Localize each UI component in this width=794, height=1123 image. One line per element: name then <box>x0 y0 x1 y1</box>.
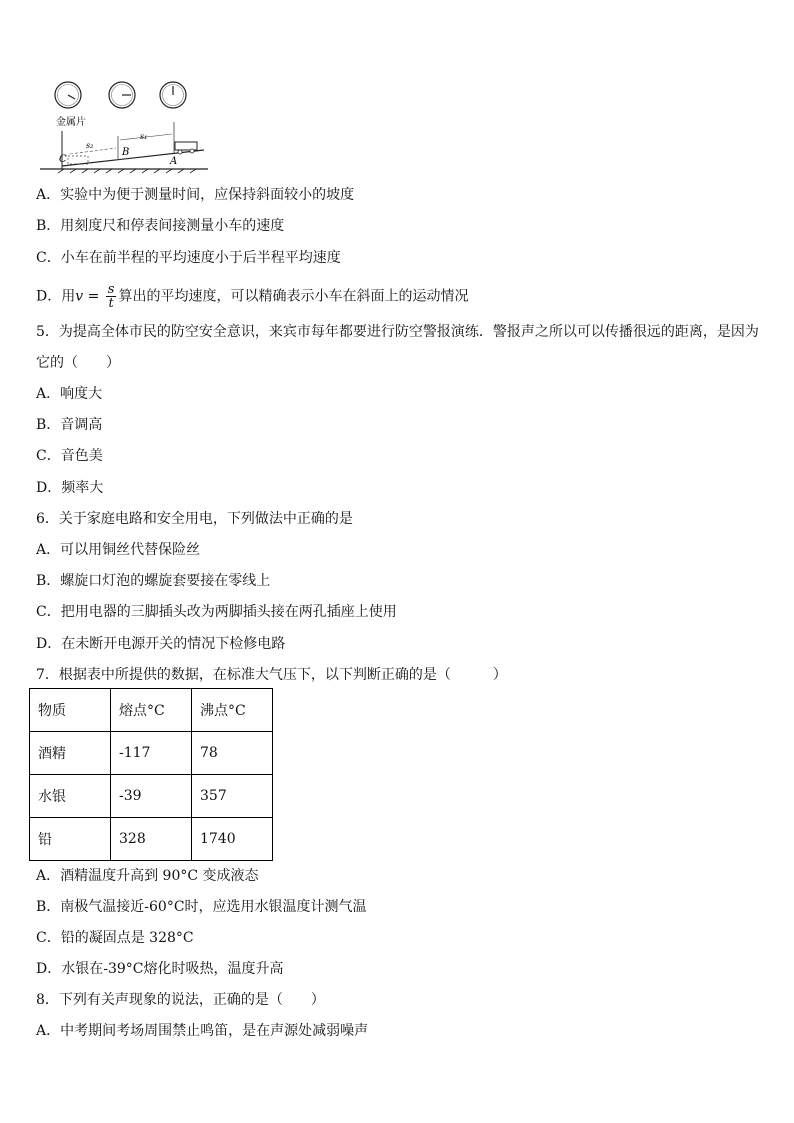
stopwatch-icon <box>160 82 186 108</box>
table-cell: 1740 <box>192 818 273 861</box>
table-header-cell: 熔点°C <box>111 689 192 732</box>
q4-option-d-suffix: 算出的平均速度，可以精确表示小车在斜面上的运动情况 <box>118 288 469 305</box>
q6-option-b: B．螺旋口灯泡的螺旋套要接在零线上 <box>36 573 271 589</box>
q5-option-b: B．音调高 <box>36 417 103 433</box>
table-row <box>30 775 273 818</box>
table-cell: 水银 <box>30 775 111 818</box>
fraction-denominator: t <box>108 296 114 311</box>
table-cell: 328 <box>111 818 192 861</box>
q4-option-d-prefix: D．用 <box>36 288 76 305</box>
q7-option-d: D．水银在-39°C熔化时吸热，温度升高 <box>36 961 284 977</box>
table-cell: 铅 <box>30 818 111 861</box>
q5-stem-line1: 5．为提高全体市民的防空安全意识，来宾市每年都要进行防空警报演练．警报声之所以可以传播很远的距离，是因为 <box>36 324 759 340</box>
table-header-row <box>30 689 273 732</box>
stopwatch-icon <box>109 82 135 108</box>
q5-option-c: C．音色美 <box>36 448 103 464</box>
fraction-numerator: s <box>107 282 115 297</box>
q5-stem-line2: 它的（ ） <box>36 355 120 371</box>
q7-option-a: A．酒精温度升高到 90°C 变成液态 <box>36 868 259 884</box>
q4-option-b: B．用刻度尺和停表间接测量小车的速度 <box>36 218 285 234</box>
table-cell: 78 <box>192 732 273 775</box>
cart-dashed-outline <box>68 156 88 164</box>
table-cell: 357 <box>192 775 273 818</box>
q8-option-a: A．中考期间考场周围禁止鸣笛，是在声源处减弱噪声 <box>36 1023 369 1039</box>
point-label: C <box>59 154 67 165</box>
q8-stem: 8．下列有关声现象的说法，正确的是（ ） <box>36 992 325 1008</box>
q6-stem: 6．关于家庭电路和安全用电，下列做法中正确的是 <box>36 511 353 527</box>
table-row <box>30 818 273 861</box>
q4-option-c: C．小车在前半程的平均速度小于后半程平均速度 <box>36 250 341 266</box>
q7-stem: 7．根据表中所提供的数据，在标准大气压下，以下判断正确的是（ ） <box>36 667 507 683</box>
segment-label: s₁ <box>140 132 148 141</box>
q4-option-d <box>36 283 468 310</box>
equals-sign: = <box>83 288 104 305</box>
q6-option-a: A．可以用铜丝代替保险丝 <box>36 542 201 558</box>
q6-option-d: D．在未断开电源开关的情况下检修电路 <box>36 636 286 652</box>
segment-label: s₂ <box>86 141 94 150</box>
q7-option-b: B．南极气温接近-60°C时，应选用水银温度计测气温 <box>36 899 367 915</box>
incline-experiment-figure <box>36 78 226 174</box>
q6-option-c: C．把用电器的三脚插头改为两脚插头接在两孔插座上使用 <box>36 604 397 620</box>
q5-option-a: A．响度大 <box>36 386 103 402</box>
q4-option-a: A．实验中为便于测量时间，应保持斜面较小的坡度 <box>36 187 355 203</box>
q7-option-c: C．铅的凝固点是 328°C <box>36 930 194 946</box>
table-header-cell: 物质 <box>30 689 111 732</box>
table-row <box>30 732 273 775</box>
table-cell: 酒精 <box>30 732 111 775</box>
metal-plate-label: 金属片 <box>56 117 86 128</box>
formula-fraction <box>106 283 117 310</box>
point-label: A <box>170 156 178 167</box>
stopwatch-icon <box>55 82 81 108</box>
table-cell: -39 <box>111 775 192 818</box>
table-cell: -117 <box>111 732 192 775</box>
velocity-symbol: v <box>75 288 84 305</box>
table-header-cell: 沸点°C <box>192 689 273 732</box>
point-label: B <box>122 147 130 158</box>
melting-boiling-table <box>29 688 273 861</box>
q5-option-d: D．频率大 <box>36 480 104 496</box>
